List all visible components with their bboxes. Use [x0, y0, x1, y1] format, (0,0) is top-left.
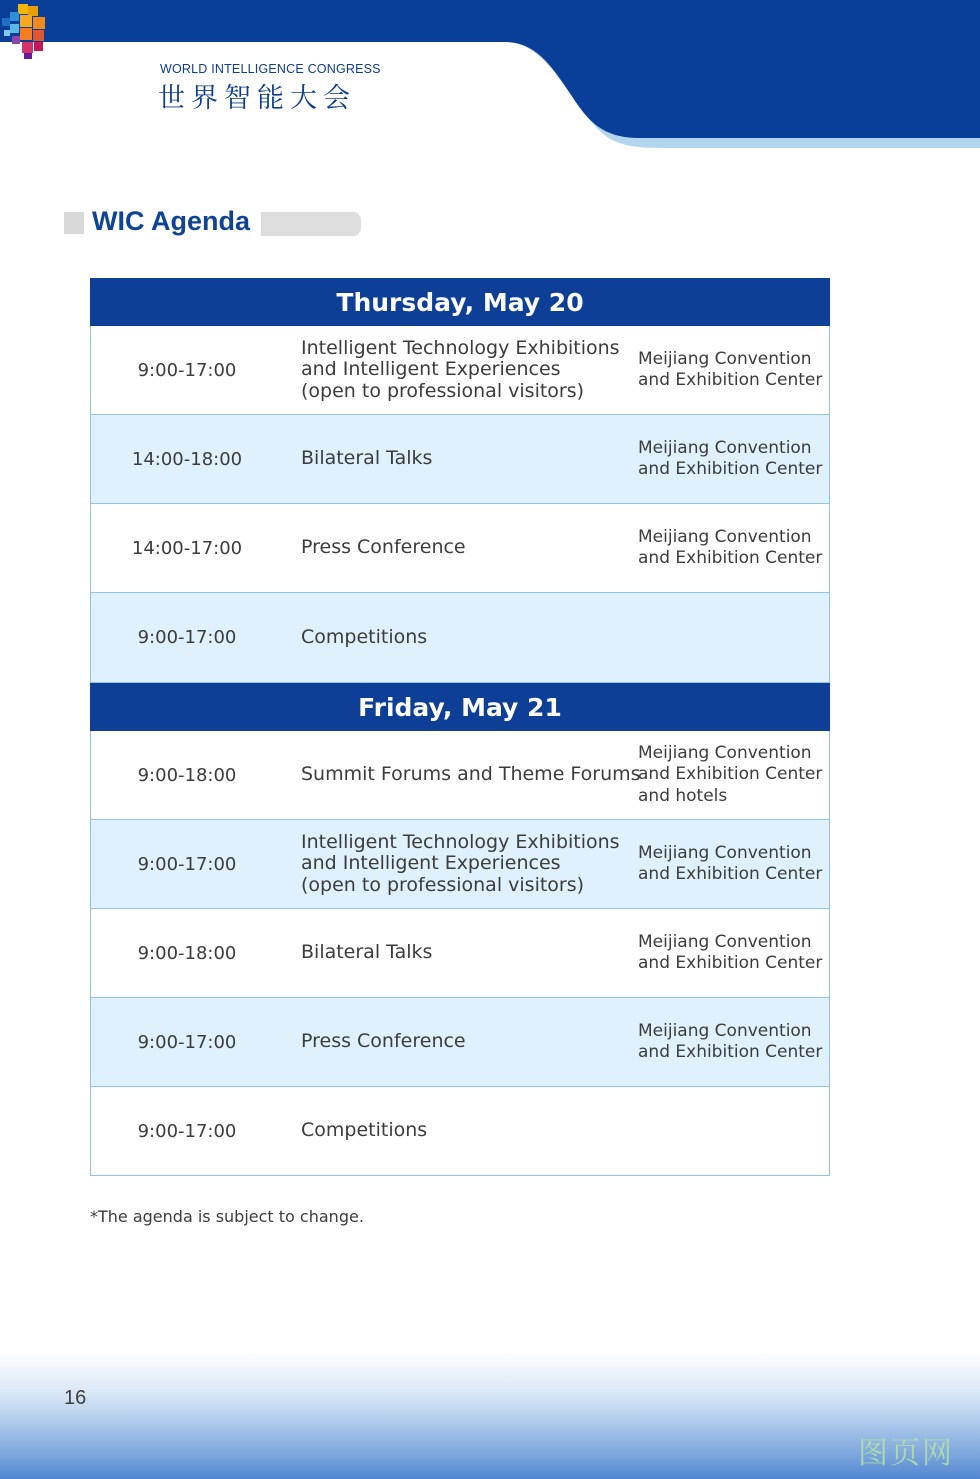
agenda-row [90, 731, 830, 820]
agenda-event [301, 942, 621, 964]
agenda-time: 9:00-17:00 [137, 1120, 237, 1142]
wic-logo-icon [0, 0, 52, 60]
agenda-venue-line: and Exhibition Center [638, 548, 823, 568]
agenda-row [90, 909, 830, 998]
agenda-venue-line: and hotels [638, 785, 728, 806]
agenda-venue-line: Meijiang Convention [638, 742, 812, 763]
section-title-right-block [261, 212, 361, 236]
agenda-event-line: Intelligent Technology Exhibitions [301, 336, 620, 359]
agenda-venue [638, 743, 828, 808]
page-number: 16 [64, 1387, 87, 1409]
agenda-venue [638, 527, 828, 570]
agenda-event-line: (open to professional visitors) [301, 873, 585, 896]
agenda-event [301, 763, 641, 786]
day-header: Thursday, May 20 [90, 278, 830, 326]
agenda-event [301, 338, 621, 403]
agenda-event-line: Competitions [301, 1119, 428, 1142]
agenda-event [301, 1031, 621, 1053]
agenda-table [90, 278, 830, 1176]
agenda-row [90, 326, 830, 415]
section-title: WIC Agenda [92, 206, 250, 236]
agenda-venue [638, 349, 828, 392]
agenda-row [90, 820, 830, 909]
agenda-event-line: Bilateral Talks [301, 941, 433, 964]
day-header: Friday, May 21 [90, 683, 830, 731]
agenda-row [90, 998, 830, 1087]
page-footer [0, 1350, 980, 1479]
agenda-venue-line: Meijiang Convention [638, 1020, 812, 1041]
agenda-time: 14:00-18:00 [131, 448, 243, 470]
agenda-venue-line: Meijiang Convention [638, 437, 812, 458]
section-title-left-block [64, 212, 84, 234]
header-banner [0, 0, 980, 160]
agenda-row [90, 1087, 830, 1176]
agenda-venue-line: and Exhibition Center [638, 953, 823, 973]
agenda-event [301, 1120, 621, 1142]
agenda-event-line: Intelligent Technology Exhibitions [301, 830, 620, 853]
agenda-event-line: and Intelligent Experiences [301, 852, 561, 875]
agenda-event [301, 448, 621, 470]
logo-chinese-text: 世界智能大会 [158, 83, 356, 114]
agenda-venue-line: Meijiang Convention [638, 931, 812, 952]
agenda-time: 9:00-17:00 [137, 853, 237, 875]
agenda-venue-line: and Exhibition Center [638, 864, 823, 884]
agenda-time: 9:00-18:00 [137, 764, 237, 786]
agenda-event-line: Press Conference [301, 536, 466, 559]
agenda-event [301, 537, 621, 559]
agenda-time: 9:00-17:00 [137, 627, 237, 648]
agenda-venue-line: Meijiang Convention [638, 348, 812, 369]
agenda-venue-line: and Exhibition Center [638, 459, 823, 479]
page-header [0, 0, 980, 160]
agenda-row [90, 504, 830, 593]
agenda-row [90, 415, 830, 504]
agenda-event-line: Bilateral Talks [301, 447, 433, 470]
agenda-venue [638, 438, 828, 481]
agenda-event-line: Summit Forums and Theme Forums [301, 763, 641, 786]
agenda-venue-line: Meijiang Convention [638, 526, 812, 547]
agenda-venue [638, 843, 828, 886]
agenda-row [90, 593, 830, 683]
agenda-time: 9:00-17:00 [137, 359, 237, 381]
logo-english-text: WORLD INTELLIGENCE CONGRESS [160, 62, 381, 76]
watermark-text: 图页网 [858, 1436, 954, 1471]
agenda-event-line: Competitions [301, 625, 428, 648]
agenda-event-line: Press Conference [301, 1030, 466, 1053]
agenda-event [301, 832, 621, 897]
agenda-venue-line: Meijiang Convention [638, 842, 812, 863]
agenda-event-line: (open to professional visitors) [301, 379, 585, 402]
agenda-time: 9:00-17:00 [137, 1031, 237, 1053]
agenda-time: 14:00-17:00 [131, 537, 243, 559]
agenda-time: 9:00-18:00 [137, 942, 237, 964]
agenda-event [301, 627, 621, 649]
agenda-venue-line: and Exhibition Center [638, 370, 823, 390]
agenda-venue [638, 1021, 828, 1064]
agenda-note: *The agenda is subject to change. [90, 1207, 364, 1226]
agenda-event-line: and Intelligent Experiences [301, 358, 561, 381]
agenda-venue [638, 932, 828, 975]
agenda-venue-line: and Exhibition Center [638, 764, 823, 785]
agenda-venue-line: and Exhibition Center [638, 1042, 823, 1062]
